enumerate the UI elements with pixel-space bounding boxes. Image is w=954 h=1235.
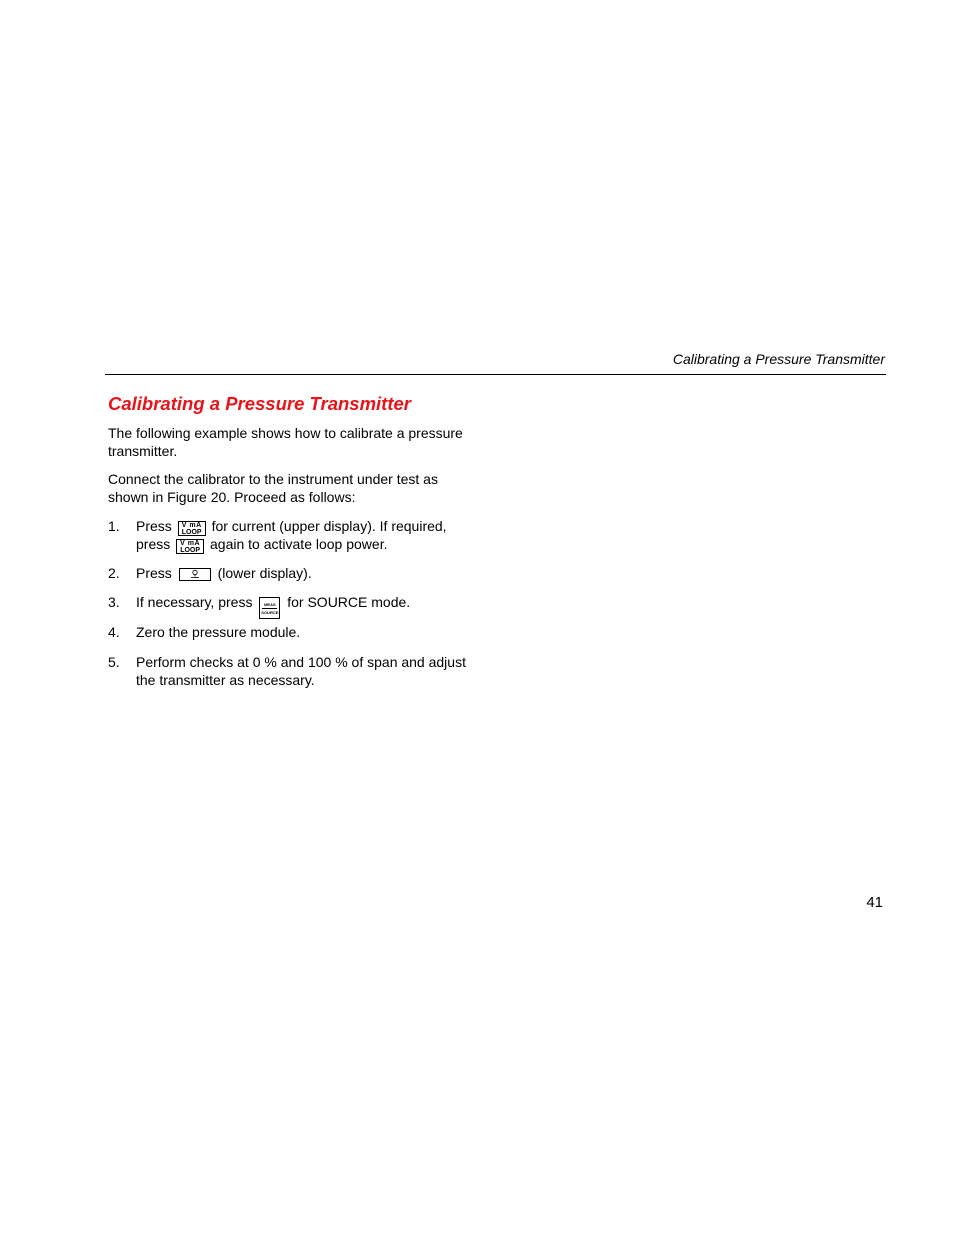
intro-paragraph: The following example shows how to calibrate a pressure transmitter. <box>108 425 463 459</box>
step-body <box>136 518 481 554</box>
meas-key-top-label: MEAS <box>264 602 276 607</box>
step-number: 3. <box>108 594 120 610</box>
meas-source-key-icon <box>259 597 280 619</box>
step-body <box>136 594 481 619</box>
connect-paragraph: Connect the calibrator to the instrument under test as shown in Figure 20. Proceed as follows: <box>108 471 438 505</box>
step-text: Perform checks at 0 % and 100 % of span and adjust the transmitter as necessary. <box>136 654 466 688</box>
step-text: press <box>136 536 171 552</box>
step-text: If necessary, press <box>136 594 253 610</box>
vma-key-top-label: V mA <box>180 540 201 547</box>
step-number: 5. <box>108 654 120 670</box>
meas-key-separator <box>262 608 277 609</box>
step-text: Press <box>136 518 172 534</box>
step-number: 2. <box>108 565 120 581</box>
header-rule <box>105 374 886 375</box>
page-number: 41 <box>866 894 883 911</box>
vma-key-top-label: V mA <box>181 522 202 529</box>
vma-key-bottom-label: LOOP <box>181 529 202 536</box>
step-text: for current (upper display). If required, <box>211 518 447 534</box>
vma-loop-key-icon <box>178 521 206 536</box>
step-text: Zero the pressure module. <box>136 624 301 640</box>
step-number: 4. <box>108 624 120 640</box>
running-header: Calibrating a Pressure Transmitter <box>672 351 885 367</box>
meas-key-bottom-label: SOURCE <box>261 610 279 615</box>
step-text: Press <box>136 565 172 581</box>
step-body <box>136 565 481 583</box>
step-text: (lower display). <box>217 565 312 581</box>
step-text: again to activate loop power. <box>210 536 388 552</box>
vma-key-bottom-label: LOOP <box>180 547 201 554</box>
pressure-key-icon <box>179 568 211 581</box>
step-number: 1. <box>108 518 120 534</box>
step-text: for SOURCE mode. <box>287 594 411 610</box>
vma-loop-key-icon <box>176 539 204 554</box>
section-title: Calibrating a Pressure Transmitter <box>108 393 411 414</box>
